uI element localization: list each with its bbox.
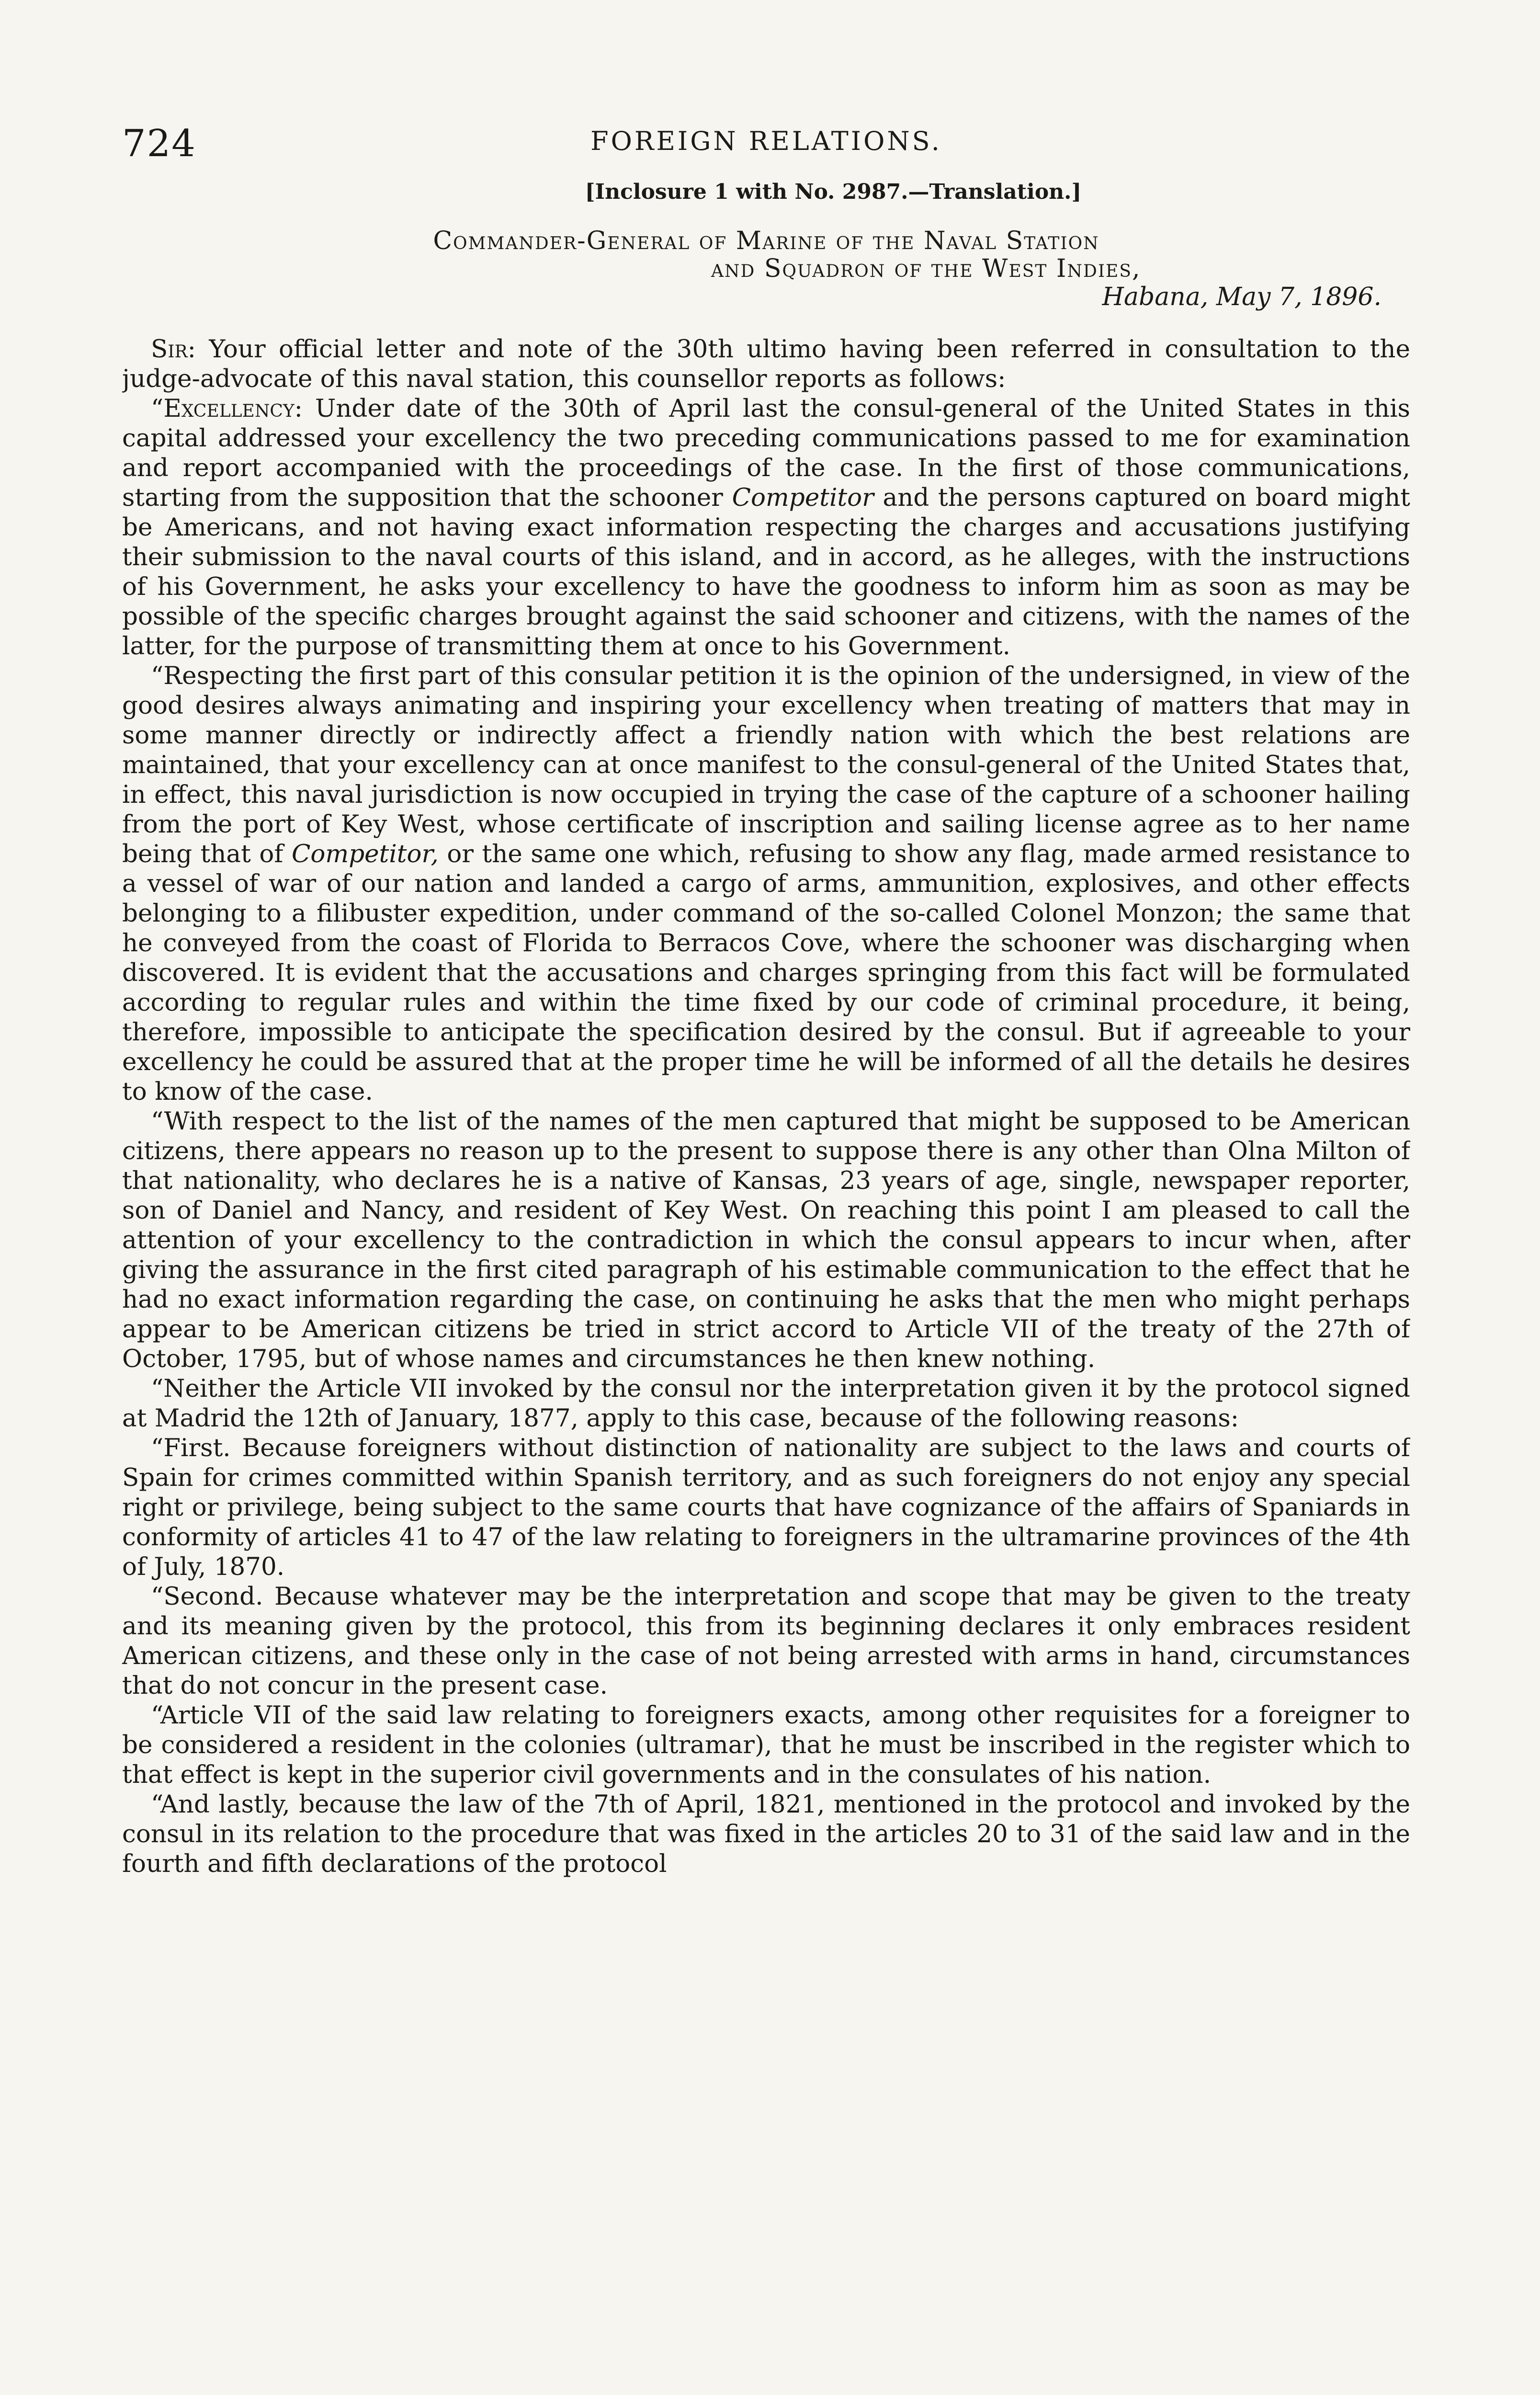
paragraph-text: “With respect to the list of the names of the men captured that might be supposed to be American citizens, there appears no reason up to the present to suppose there is any other than Olna Milton of that nationality, who declares he is a native of Kansas, 23 years of age, single, newspaper reporter, son of Daniel and Nancy, and resident of Key West. On reaching this point I am pleased to call the attention of your excellency to the contradiction in which the consul appears to incur when, after giving the assurance in the first cited paragraph of his estimable communication to the effect that he had no exact information regarding the case, on continuing he asks that the men who might perhaps appear to be American citizens be tried in strict accord to Article VII of the treaty of the 27th of October, 1795, but of whose names and circumstances he then knew nothing. — [122, 1107, 1410, 1373]
paragraph-text: or the same one which, refusing to show any flag, made armed resistance to a vessel of war of our nation and landed a cargo of arms, ammunition, explosives, and other effects belonging to a filibuster expedition, under command of the so-called Colonel Monzon; the same that he conveyed from the coast of Florida to Berracos Cove, where the schooner was discharging when discovered. It is evident that the accusations and charges springing from this fact will be formulated according to regular rules and within the time fixed by our code of criminal procedure, it being, therefore, impossible to anticipate the specification desired by the consul. But if agreeable to your excellency he could be assured that at the proper time he will be informed of all the details he desires to know of the case. — [122, 840, 1410, 1106]
paragraph-text: “And lastly, because the law of the 7th of April, 1821, mentioned in the protocol and invoked by the consul in its relation to the procedure that was fixed in the articles 20 to 31 of the said law and in the fourth and fifth declarations of the protocol — [122, 1790, 1410, 1878]
paragraph-text: “Second. Because whatever may be the interpretation and scope that may be given to the treaty and its meaning given by the protocol, this from its beginning declares it only embraces resident American citizens, and these only in the case of not being arrested with arms in hand, circumstances that do not concur in the present case. — [122, 1582, 1410, 1700]
paragraph-second-reason — [122, 1582, 1410, 1700]
paragraph-excellency — [122, 394, 1410, 661]
paragraph-lead: “Excellency: — [151, 394, 303, 423]
salutation: Sir: — [151, 335, 196, 364]
paragraph-text: “First. Because foreigners without distinction of nationality are subject to the laws and courts of Spain for crimes committed within Spanish territory, and as such foreigners do not enjoy any special right or privilege, being subject to the same courts that have cognizance of the affairs of Spaniards in conformity of articles 41 to 47 of the law relating to foreigners in the ultramarine provinces of the 4th of July, 1870. — [122, 1434, 1410, 1581]
opening-text: Your official letter and note of the 30th ultimo having been referred in consultation to the judge-advocate of this naval station, this counsellor reports as follows: — [122, 335, 1410, 393]
paragraph-article-vii — [122, 1374, 1410, 1433]
paragraph-resident-requisites — [122, 1700, 1410, 1790]
vessel-name: Competitor, — [291, 840, 439, 868]
letter-dateline: Habana, May 7, 1896. — [1102, 283, 1381, 311]
paragraph-names-list — [122, 1106, 1410, 1374]
running-title: FOREIGN RELATIONS. — [590, 126, 942, 156]
paragraph-text: “Respecting the first part of this consular petition it is the opinion of the undersigned, in view of the good desires always animating and inspiring your excellency when treating of matters that may in some manner directly or indirectly affect a friendly nation with which the best relations are maintained, that your excellency can at once manifest to the consul-general of the United States that, in effect, this naval jurisdiction is now occupied in trying the case of the capture of a schooner hailing from the port of Key West, whose certificate of inscription and sailing license agree as to her name being that of — [122, 661, 1410, 868]
paragraph-text: “Article VII of the said law relating to foreigners exacts, among other requisites for a foreigner to be considered a resident in the colonies (ultramar), that he must be inscribed in the register which to that effect is kept in the superior civil governments and in the consulates of his nation. — [122, 1701, 1410, 1789]
paragraph-consular-petition — [122, 661, 1410, 1106]
vessel-name: Competitor — [732, 483, 874, 512]
paragraph-first-reason — [122, 1433, 1410, 1582]
letter-heading-line-2: and Squadron of the West Indies, — [711, 254, 1141, 283]
paragraph-text: “Neither the Article VII invoked by the consul nor the interpretation given it by the protocol signed at Madrid the 12th of January, 1877, apply to this case, because of the following reasons: — [122, 1374, 1410, 1433]
inclosure-note: [Inclosure 1 with No. 2987.—Translation.] — [585, 180, 1082, 204]
opening-paragraph — [122, 334, 1410, 394]
letter-heading-line-1: Commander-General of Marine of the Naval Station — [433, 227, 1099, 255]
paragraph-text: and the persons captured on board might be Americans, and not having exact information respecting the charges and accusations justifying their submission to the naval courts of this island, and in accord, as he alleges, with the instructions of his Government, he asks your excellency to have the goodness to inform him as soon as may be possible of the specific charges brought against the said schooner and citizens, with the names of the latter, for the purpose of transmitting them at once to his Government. — [122, 483, 1410, 661]
paragraph-text: Under date of the 30th of April last the consul-general of the United States in this capital addressed your excellency the two preceding communications passed to me for examination and report accompanied with the proceedings of the case. In the first of those communications, starting from the supposition that the schooner — [122, 394, 1410, 512]
running-header — [122, 113, 1410, 175]
document-page — [122, 113, 1410, 2395]
letter-body — [122, 334, 1410, 1879]
paragraph-law-1821 — [122, 1790, 1410, 1879]
page-number: 724 — [122, 122, 196, 165]
